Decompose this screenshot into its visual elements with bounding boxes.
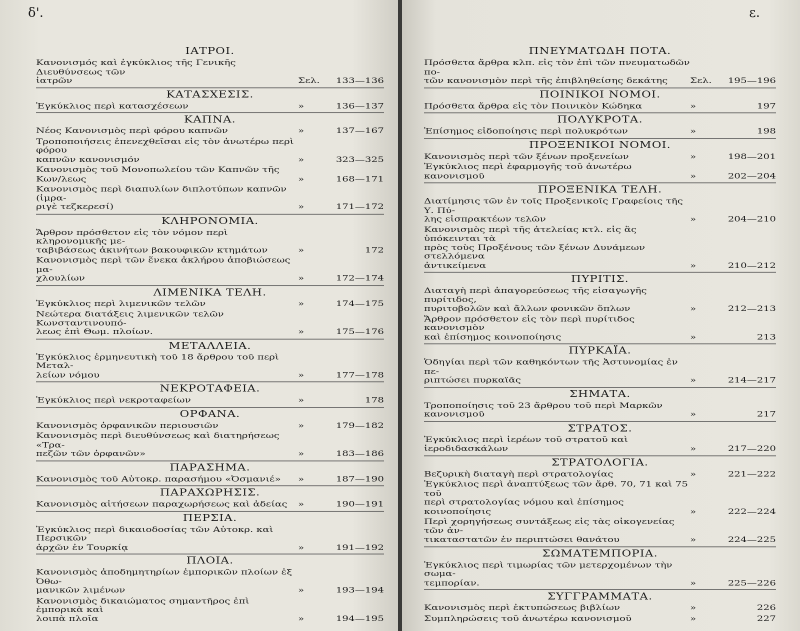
page-range: 172 [364,246,384,255]
page-prefix: » [690,215,697,224]
page-prefix: » [690,261,697,270]
page-range: 191—192 [335,543,384,552]
index-section [424,455,776,544]
page-range: 183—186 [335,449,384,459]
page-range: 217—220 [727,444,776,454]
index-entry [424,604,776,613]
section-heading: ΠΥΡΙΤΙΣ. [424,272,776,286]
entry-title: Ἐγκύκλιος περὶ κατασχέσεων [36,101,189,111]
index-entry [424,287,776,314]
index-entry [424,127,776,136]
page-reference [690,153,776,162]
index-entry [36,396,384,405]
page-reference [690,604,776,613]
page-prefix: » [298,396,305,405]
index-section [36,460,384,484]
page-prefix: » [690,507,697,516]
index-entry [36,228,384,255]
entry-title: Κανονισμὸς περὶ τῆς ἀτελείας κτλ. εἰς ἃς ὑπόκεινται τὰ πρὸς τοὺς Προξένους τῶν ξένων Δυνάμεων στελλόμενα ἀντικείμενα [424,225,646,270]
index-section [36,511,384,553]
page-prefix: » [298,274,305,283]
page-range: 197 [756,101,776,111]
index-entry [36,353,384,380]
page-range: 178 [364,396,384,405]
index-entry [36,525,384,552]
page-prefix: Σελ. [690,76,712,86]
page-reference [690,102,776,111]
index-section [36,45,384,86]
index-entry [424,226,776,271]
index-section [36,87,384,111]
entry-title: Κανονισμὸς τοῦ Μονοπωλείου τῶν Καπνῶν τῆς Κων/λεως [36,165,280,184]
index-section [36,285,384,337]
page-prefix: » [690,101,697,111]
page-reference [298,77,384,86]
section-heading: ΣΩΜΑΤΕΜΠΟΡΙΑ. [424,546,776,560]
page-reference [298,543,384,552]
section-heading: ΠΑΡΑΣΗΜΑ. [36,460,384,474]
page-prefix: » [690,469,697,479]
section-heading: ΛΙΜΕΝΙΚΑ ΤΕΛΗ. [36,285,384,299]
page-prefix: » [690,376,697,385]
page-reference [690,172,776,181]
index-section [424,343,776,385]
index-column [36,44,384,625]
page-reference [298,155,384,164]
section-heading: ΠΥΡΚΑΪΑ. [424,343,776,357]
page-range: 214—217 [727,376,776,385]
section-heading: ΠΝΕΥΜΑΤΩΔΗ ΠΟΤΑ. [528,45,672,57]
entry-title: Διατίμησις τῶν ἐν τοῖς Προξενικοῖς Γραφείοις τῆς Υ. Πύ- λης εἰσπρακτέων τελῶν [424,197,683,224]
index-section [36,554,384,624]
page-range: 168—171 [335,174,384,184]
entry-title: Νεώτερα διατάξεις λιμενικῶν τελῶν Κωνσταντινουπό- λεως ἐπὶ Θωμ. πλοίων. [36,310,224,337]
page-reference [690,470,776,479]
index-entry [36,102,384,111]
page-range: 133—136 [335,76,384,86]
page-range: 225—226 [727,578,776,588]
entry-title: Κανονισμὸς δικαιώματος σημαντῆρος ἐπὶ ἐμπορικὰ καὶ λοιπὰ πλοῖα [36,596,250,624]
entry-title: Κανονισμὸς περὶ διαπυλίων διπλοτύπων καπνῶν (ἰμρα- ριγὲ τεζκερεσί) [36,185,287,212]
index-entry [424,561,776,588]
section-heading: ΜΕΤΑΛΛΕΙΑ. [36,338,384,352]
entry-title: Νέος Κανονισμὸς περὶ φόρου καπνῶν [36,127,228,136]
page-prefix: » [298,246,305,255]
index-entry [424,163,776,181]
page-prefix: » [298,543,305,552]
page-reference [690,536,776,545]
index-entry [424,518,776,545]
page-prefix: » [298,127,305,136]
section-heading: ΚΑΠΝΑ. [36,112,384,126]
index-entry [36,59,384,86]
right-page [400,0,800,631]
index-section [36,112,384,212]
page-reference [690,445,776,454]
page-prefix: » [690,304,697,314]
page-range: 198 [756,127,776,136]
page-range: 172—174 [335,274,384,283]
page-range: 210—212 [727,261,776,270]
index-entry [424,358,776,385]
page-range: 198—201 [727,152,776,162]
page-reference [690,127,776,136]
index-entry [36,500,384,509]
page-reference [690,376,776,385]
page-reference [298,175,384,184]
index-entry [36,597,384,624]
section-heading: ΣΤΡΑΤΟΣ. [424,421,776,435]
page-reference [298,450,384,459]
page-range: 222—224 [727,507,776,516]
page-prefix: » [298,421,305,430]
entry-title: Ἐπίσημος εἰδοποίησις περὶ πολυκρότων [424,127,628,136]
index-entry [424,470,776,479]
index-entry [36,568,384,595]
index-section [424,87,776,111]
section-heading: ΠΑΡΑΧΩΡΗΣΙΣ. [36,485,384,499]
section-heading: ΠΡΟΞΕΝΙΚΑ ΤΕΛΗ. [424,182,776,196]
index-entry [424,102,776,111]
page-prefix: » [298,614,305,624]
page-range: 171—172 [335,203,384,212]
page-prefix: » [298,299,305,309]
index-entry [36,137,384,164]
page-reference [690,615,776,624]
entry-title: Κανονισμὸς περὶ διευθύνσεως καὶ διατηρήσεως «Τρα- πεζῶν τῶν ὀρφανῶν» [36,431,280,459]
page-range: 221—222 [727,469,776,479]
page-reference [690,333,776,342]
index-section [424,589,776,623]
section-heading: ΣΥΓΓΡΑΜΜΑΤΑ. [424,589,776,603]
index-section [424,421,776,454]
page-prefix: » [298,101,305,111]
entry-title: Ἐγκύκλιος περὶ ἐφαρμογῆς τοῦ ἀνωτέρω κανονισμοῦ [424,163,632,181]
index-entry [424,436,776,454]
section-heading: ΠΡΟΞΕΝΙΚΟΙ ΝΟΜΟΙ. [424,138,776,152]
entry-title: Τροποποιήσεις ἐπενεχθεῖσαι εἰς τὸν ἀνωτέρω περὶ φόρου καπνῶν κανονισμόν [36,137,294,164]
page-reference [298,102,384,111]
index-entry [424,153,776,162]
section-heading: ΝΕΚΡΟΤΑΦΕΙΑ. [36,381,384,395]
page-prefix: » [690,410,697,419]
page-reference [690,261,776,270]
index-entry [424,197,776,224]
page-prefix: » [690,614,697,624]
page-prefix: » [298,203,305,212]
page-range: 175—176 [335,327,384,337]
index-entry [36,432,384,459]
page-range: 323—325 [335,155,384,164]
page-prefix: » [298,500,305,509]
entry-title: Ἐγκύκλιος περὶ ἱερέων τοῦ στρατοῦ καὶ ἱεροδιδασκάλων [424,435,628,454]
index-column [424,44,776,625]
section-heading: ΣΗΜΑΤΑ. [424,387,776,401]
page-range: 224—225 [727,535,776,545]
entry-title: Κανονισμὸς τοῦ Αὐτοκρ. παρασήμου «Ὀσμανιέ» [36,474,281,484]
entry-title: Κανονισμὸς αἰτήσεων παραχωρήσεως καὶ ἀδείας [36,500,288,509]
page-prefix: Σελ. [298,76,320,86]
section-heading: ΣΤΡΑΤΟΛΟΓΙΑ. [424,455,776,469]
entry-title: Κανονισμὸς περὶ τῶν ξένων προξενείων [424,152,629,162]
index-section [36,381,384,405]
page-prefix: » [690,332,697,342]
page-reference [690,305,776,314]
page-reference [298,300,384,309]
page-prefix: » [298,155,305,164]
page-reference [690,579,776,588]
entry-title: Συμπληρώσεις τοῦ ἀνωτέρω κανονισμοῦ [424,614,632,624]
index-entry [424,401,776,419]
section-heading: ΚΛΗΡΟΝΟΜΙΑ. [36,213,384,227]
index-section [424,182,776,270]
entry-title: Ἐγκύκλιος περὶ λιμενικῶν τελῶν [36,299,206,309]
page-prefix: » [690,152,697,162]
index-entry [36,257,384,284]
index-entry [424,315,776,342]
page-number: ε. [749,6,760,21]
page-prefix: » [298,174,305,184]
index-entry [36,421,384,430]
index-entry [36,475,384,484]
index-entry [36,166,384,184]
book-gutter [398,0,402,631]
index-section [424,112,776,136]
entry-title: Κανονισμὸς ὀρφανικῶν περιουσιῶν [36,421,219,430]
index-section [36,485,384,509]
page-prefix: » [690,171,697,181]
section-heading: ΚΑΤΑΣΧΕΣΙΣ. [36,87,384,101]
entry-title: Κανονισμὸς περὶ τῶν ἕνεκα ἀκλήρου ἀποβιώσεως μα- χλουλίων [36,256,291,283]
entry-title: Ἐγκύκλιος περὶ δικαιοδοσίας τῶν Αὐτοκρ. καὶ Περσικῶν ἀρχῶν ἐν Τουρκίᾳ [36,525,274,552]
page-reference [298,328,384,337]
index-section [36,213,384,283]
page-prefix: » [690,604,697,613]
entry-title: Τροποποίησις τοῦ 23 ἄρθρου τοῦ περὶ Μαρκῶν κανονισμοῦ [424,401,663,419]
entry-title: Ἐγκύκλιος περὶ ἀναπτύξεως τῶν ἄρθ. 70, 71 καὶ 75 τοῦ περὶ στρατολογίας νόμου καὶ ἐπίσημος κοινοποίησις [424,480,689,516]
index-section [36,407,384,459]
entry-title: Ἐγκύκλιος περὶ τιμωρίας τῶν μετερχομένων τὴν σωμα- τεμπορίαν. [424,560,673,588]
entry-title: Κανονισμός καὶ ἐγκύκλιος τῆς Γενικῆς Διευθύνσεως τῶν ἰατρῶν [36,58,236,86]
section-heading: ΠΟΙΝΙΚΟΙ ΝΟΜΟΙ. [424,87,776,101]
index-entry [424,59,776,86]
page-reference [298,500,384,509]
page-range: 190—191 [335,500,384,509]
index-section [424,272,776,342]
entry-title: Ἄρθρον πρόσθετον εἰς τὸν νόμον περὶ κληρονομικῆς με- ταβιβάσεως ἀκινήτων βακουφικῶν κτημάτων [36,228,268,255]
section-heading: ΠΟΛΥΚΡΟΤΑ. [424,112,776,126]
page-range: 193—194 [335,586,384,595]
page-reference [690,410,776,419]
section-heading: ΠΛΟΙΑ. [36,554,384,568]
page-reference [298,421,384,430]
index-section [424,387,776,420]
page-prefix: » [690,535,697,545]
page-reference [690,77,776,86]
index-section [424,138,776,181]
index-section [424,546,776,588]
page-range: 202—204 [727,171,776,181]
index-section [36,338,384,380]
page-reference [298,371,384,380]
index-section [424,45,776,86]
section-heading: ΟΡΦΑΝΑ. [36,407,384,421]
page-prefix: » [298,474,305,484]
page-prefix: » [298,327,305,337]
page-range: 179—182 [335,421,384,430]
page-reference [298,203,384,212]
page-range: 227 [756,614,776,624]
page-prefix: » [690,127,697,136]
page-range: 177—178 [335,370,384,380]
entry-title: Διαταγὴ περὶ ἀπαγορεύσεως τῆς εἰσαγωγῆς πυρίτιδος, πυριτοβολῶν καὶ ἄλλων φονικῶν ὅπλων [424,286,647,314]
page-prefix: » [690,444,697,454]
page-range: 187—190 [335,474,384,484]
page-prefix: » [298,586,305,595]
index-entry [424,480,776,516]
page-range: 136—137 [335,101,384,111]
page-range: 226 [756,604,776,613]
entry-title: Κανονισμὸς περὶ ἐκτυπώσεως βιβλίων [424,604,621,613]
page-reference [298,475,384,484]
page-reference [298,274,384,283]
index-entry [36,127,384,136]
index-entry [36,310,384,337]
page-range: 194—195 [335,614,384,624]
index-entry [36,300,384,309]
entry-title: Πρόσθετα ἄρθρα κλπ. εἰς τὸν ἐπὶ τῶν πνευματωδῶν πο- τῶν κανονισμὸν περὶ τῆς ἐπιβληθείσης δεκάτης [424,58,690,86]
entry-title: Ἐγκύκλιος ἑρμηνευτικὴ τοῦ 18 ἄρθρου τοῦ περὶ Μεταλ- λείων νόμου [36,353,279,380]
entry-title: Βεζυρικὴ διαταγὴ περὶ στρατολογίας [424,469,614,479]
entry-title: Περὶ χορηγήσεως συντάξεως εἰς τὰς οἰκογενείας τῶν ἀν- τικαταστατῶν ἐν περιπτώσει θανάτου [424,517,675,545]
page-prefix: » [298,370,305,380]
index-entry [424,615,776,624]
page-range: 217 [756,410,776,419]
entry-title: Ὁδηγίαι περὶ τῶν καθηκόντων τῆς Ἀστυνομίας ἐν πε- ριπτώσει πυρκαϊᾶς [424,358,678,385]
entry-title: Ἄρθρον πρόσθετον εἰς τὸν περὶ πυρίτιδος κανονισμὸν καὶ ἐπίσημος κοινοποίησις [424,315,635,342]
section-heading: ΙΑΤΡΟΙ. [185,45,235,57]
page-range: 137—167 [335,127,384,136]
page-reference [298,127,384,136]
page-range: 204—210 [727,215,776,224]
page-number: δ'. [28,6,44,21]
page-range: 174—175 [335,299,384,309]
section-heading: ΠΕΡΣΙΑ. [36,511,384,525]
page-range: 213 [756,332,776,342]
index-entry [36,185,384,212]
page-reference [298,615,384,624]
entry-title: Ἐγκύκλιος περὶ νεκροταφείων [36,396,191,405]
entry-title: Πρόσθετα ἄρθρα εἰς τὸν Ποινικὸν Κώδηκα [424,101,643,111]
page-prefix: » [298,449,305,459]
page-reference [690,215,776,224]
page-range: 195—196 [727,76,776,86]
entry-title: Κανονισμὸς ἀποδημητηρίων ἐμπορικῶν πλοίων ἐξ Ὀθω- μανικῶν λιμένων [36,568,293,595]
page-reference [690,507,776,516]
page-reference [298,246,384,255]
page-range: 212—213 [727,304,776,314]
page-reference [298,396,384,405]
page-prefix: » [690,578,697,588]
page-reference [298,586,384,595]
